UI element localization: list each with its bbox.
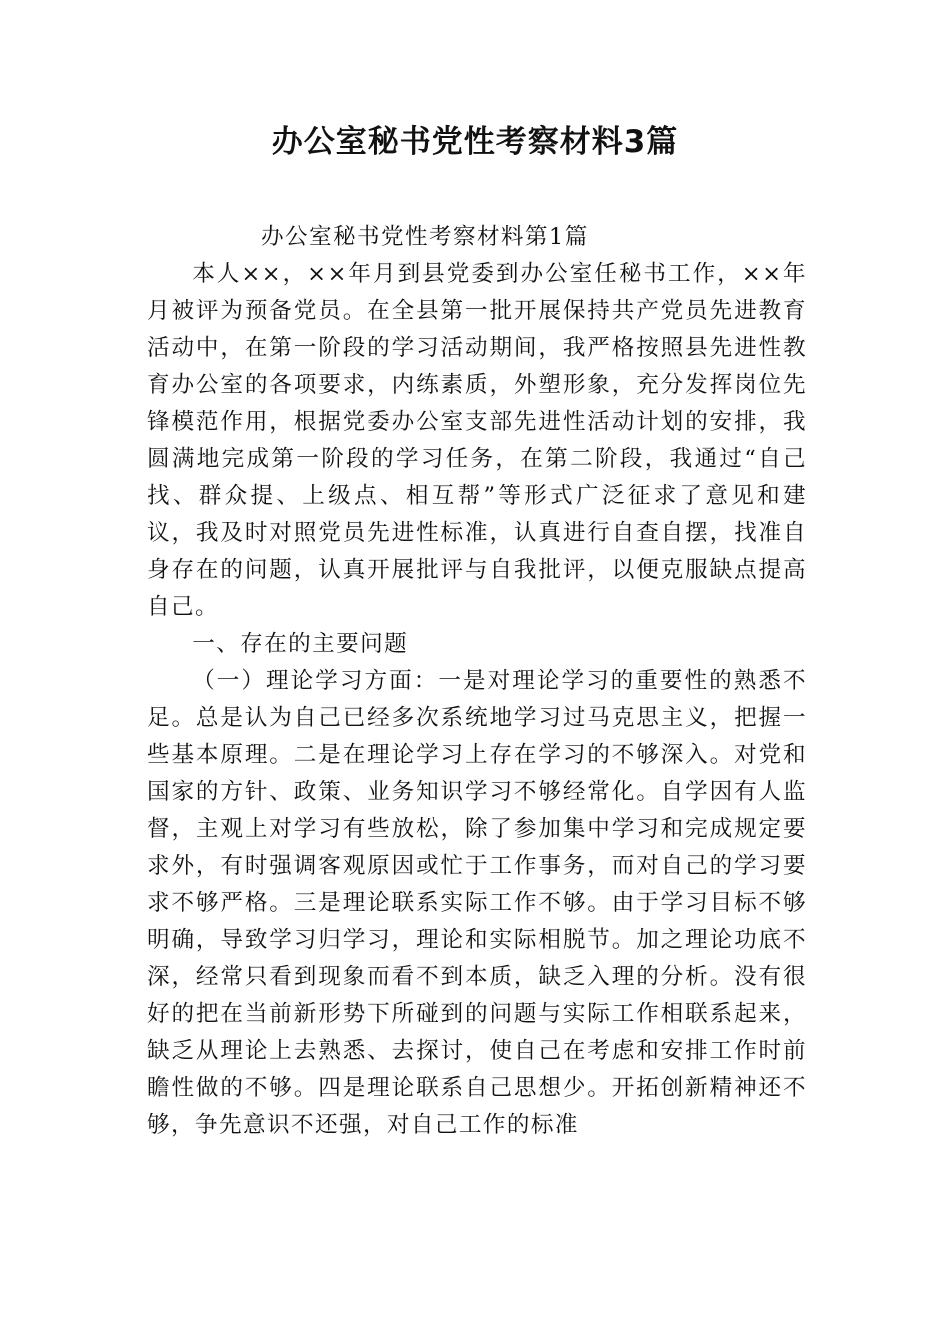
paragraph-theory-study: （一）理论学习方面：一是对理论学习的重要性的熟悉不足。总是认为自己已经多次系统地学习过马克思主义，把握一些基本原理。二是在理论学习上存在学习的不够深入。对党和国家的方针、政策、业务知识学习不够经常化。自学因有人监督，主观上对学习有些放松，除了参加集中学习和完成规定要求外，有时强调客观原因或忙于工作事务，而对自己的学习要求不够严格。三是理论联系实际工作不够。由于学习目标不够明确，导致学习归学习，理论和实际相脱节。加之理论功底不深，经常只看到现象而看不到本质，缺乏入理的分析。没有很好的把在当前新形势下所碰到的问题与实际工作相联系起来，缺乏从理论上去熟悉、去探讨，使自己在考虑和安排工作时前瞻性做的不够。四是理论联系自己思想少。开拓创新精神还不够，争先意识不还强，对自己工作的标准 xyxy=(147,668,807,1138)
paragraph-intro: 本人××，××年月到县党委到办公室任秘书工作，××年月被评为预备党员。在全县第一批开展保持共产党员先进教育活动中，在第一阶段的学习活动期间，我严格按照县先进性教育办公室的各项要求，内练素质，外塑形象，充分发挥岗位先锋模范作用，根据党委办公室支部先进性活动计划的安排，我圆满地完成第一阶段的学习任务，在第二阶段，我通过“自己找、群众提、上级点、相互帮”等形式广泛征求了意见和建议，我及时对照党员先进性标准，认真进行自查自摆，找准自身存在的问题，认真开展批评与自我批评，以便克服缺点提高自己。 xyxy=(147,261,807,620)
document-subtitle: 办公室秘书党性考察材料第1篇 xyxy=(261,224,589,250)
section-heading-problems: 一、存在的主要问题 xyxy=(192,631,409,657)
document-body xyxy=(147,219,807,1144)
document-title: 办公室秘书党性考察材料3篇 xyxy=(271,124,679,160)
